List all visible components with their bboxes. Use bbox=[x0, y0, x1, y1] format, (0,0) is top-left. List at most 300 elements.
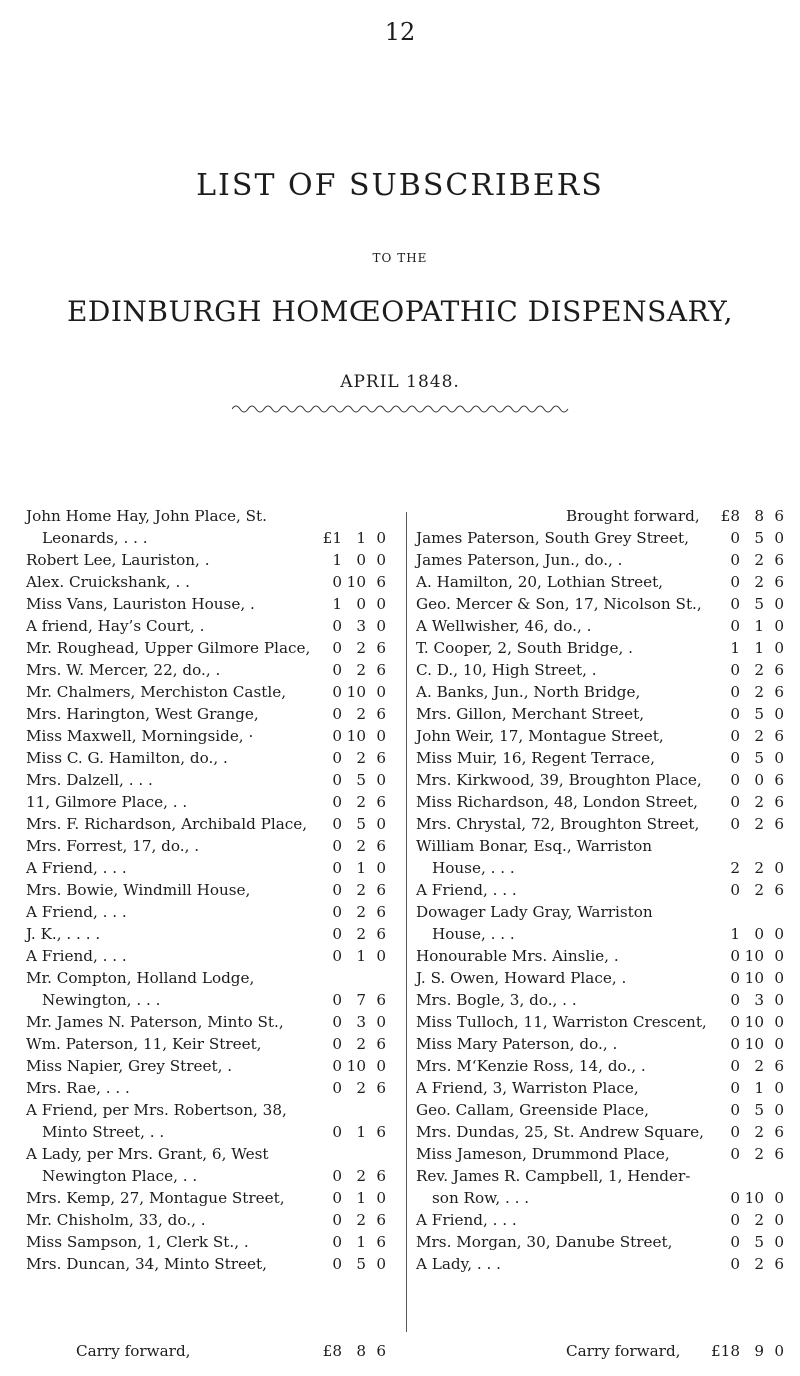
subscription-amount bbox=[700, 1011, 784, 1033]
pounds: 0 bbox=[730, 617, 740, 635]
pounds: 0 bbox=[332, 683, 342, 701]
pounds: 0 bbox=[730, 1057, 740, 1075]
subscription-amount bbox=[700, 637, 784, 659]
shillings: 2 bbox=[754, 815, 764, 833]
pence: 6 bbox=[376, 705, 386, 723]
pounds: 1 bbox=[730, 925, 740, 943]
pence: 0 bbox=[376, 815, 386, 833]
subscriber-row bbox=[26, 1011, 386, 1033]
subscription-amount bbox=[302, 989, 386, 1011]
subscription-amount bbox=[302, 1011, 386, 1033]
subscriber-name: Robert Lee, Lauriston, . bbox=[26, 551, 210, 569]
subscription-amount bbox=[302, 725, 386, 747]
subscriber-row bbox=[26, 747, 386, 769]
carry-forward-label: Carry forward, bbox=[76, 1342, 191, 1360]
subscription-amount bbox=[302, 1231, 386, 1253]
subscriber-row bbox=[26, 681, 386, 703]
page-title: LIST OF SUBSCRIBERS bbox=[196, 168, 604, 203]
pence: 6 bbox=[376, 1167, 386, 1185]
subscriber-name: J. S. Owen, Howard Place, . bbox=[416, 969, 627, 987]
subscription-amount bbox=[700, 1121, 784, 1143]
subscriber-name: Alex. Cruickshank, . . bbox=[26, 573, 191, 591]
subscription-amount bbox=[700, 945, 784, 967]
pence: 6 bbox=[376, 639, 386, 657]
subscriber-name: Mr. Chalmers, Merchiston Castle, bbox=[26, 683, 287, 701]
subscriber-name: Mrs. Morgan, 30, Danube Street, bbox=[416, 1233, 673, 1251]
subscriber-name: Mrs. Dalzell, . . . bbox=[26, 771, 153, 789]
pence: 0 bbox=[376, 771, 386, 789]
subscription-amount bbox=[302, 857, 386, 879]
subscriber-name: Miss Tulloch, 11, Warriston Crescent, bbox=[416, 1013, 707, 1031]
subscriber-row bbox=[416, 923, 784, 945]
shillings: 10 bbox=[346, 727, 366, 745]
subscription-amount bbox=[302, 615, 386, 637]
subscriber-row bbox=[26, 923, 386, 945]
wave-line bbox=[232, 406, 568, 412]
pounds: 0 bbox=[332, 859, 342, 877]
subscriber-name: Mrs. W. Mercer, 22, do., . bbox=[26, 661, 221, 679]
pounds: 0 bbox=[730, 947, 740, 965]
subscription-amount bbox=[302, 791, 386, 813]
pence: 6 bbox=[774, 1145, 784, 1163]
subscription-amount bbox=[700, 527, 784, 549]
pounds: 2 bbox=[730, 859, 740, 877]
shillings: 5 bbox=[754, 705, 764, 723]
subscriber-row bbox=[26, 879, 386, 901]
pence: 0 bbox=[376, 1189, 386, 1207]
subscriber-row bbox=[416, 571, 784, 593]
subscription-amount bbox=[302, 571, 386, 593]
shillings: 5 bbox=[356, 1255, 366, 1273]
subscriber-name: Mrs. Bogle, 3, do., . . bbox=[416, 991, 577, 1009]
pence: 0 bbox=[376, 595, 386, 613]
subscriber-row bbox=[26, 1165, 386, 1187]
subscriber-row bbox=[26, 1121, 386, 1143]
shillings: 1 bbox=[356, 1189, 366, 1207]
shillings: 0 bbox=[356, 551, 366, 569]
pounds: 0 bbox=[332, 661, 342, 679]
subscriber-name: William Bonar, Esq., Warriston bbox=[416, 837, 653, 855]
subscription-amount bbox=[302, 1165, 386, 1187]
subscriber-name: Mrs. Gillon, Merchant Street, bbox=[416, 705, 645, 723]
pounds: £1 bbox=[322, 529, 342, 547]
subscription-amount bbox=[700, 1253, 784, 1275]
subscription-amount bbox=[700, 681, 784, 703]
pence: 6 bbox=[376, 793, 386, 811]
subscriber-row bbox=[26, 637, 386, 659]
pounds: 1 bbox=[332, 595, 342, 613]
subscriber-name: Honourable Mrs. Ainslie, . bbox=[416, 947, 619, 965]
subscriber-name: A Friend, . . . bbox=[416, 881, 517, 899]
pence: 0 bbox=[376, 1013, 386, 1031]
shillings: 0 bbox=[754, 771, 764, 789]
subscriber-name: Miss Richardson, 48, London Street, bbox=[416, 793, 698, 811]
subscriber-name: A Friend, . . . bbox=[26, 859, 127, 877]
subscription-amount bbox=[302, 835, 386, 857]
subscriber-row bbox=[416, 1033, 784, 1055]
pounds: 0 bbox=[332, 991, 342, 1009]
subscriber-row bbox=[416, 1209, 784, 1231]
pounds: 0 bbox=[332, 1123, 342, 1141]
subscriber-name: Miss Jameson, Drummond Place, bbox=[416, 1145, 670, 1163]
pence: 6 bbox=[376, 991, 386, 1009]
subscription-amount bbox=[700, 1209, 784, 1231]
subscriber-row bbox=[416, 945, 784, 967]
subscriber-row bbox=[416, 989, 784, 1011]
pence: 0 bbox=[774, 969, 784, 987]
pence: 6 bbox=[376, 1079, 386, 1097]
subscription-amount bbox=[302, 879, 386, 901]
shillings: 1 bbox=[754, 617, 764, 635]
subscriber-name: Mrs. Kemp, 27, Montague Street, bbox=[26, 1189, 285, 1207]
pence: 6 bbox=[376, 573, 386, 591]
pounds: 0 bbox=[730, 595, 740, 613]
pounds: 0 bbox=[730, 1123, 740, 1141]
subscriber-name: House, . . . bbox=[432, 925, 515, 943]
shillings: 2 bbox=[356, 1035, 366, 1053]
subscription-amount bbox=[700, 593, 784, 615]
subscriber-name: Mr. Compton, Holland Lodge, bbox=[26, 969, 255, 987]
pounds: 0 bbox=[332, 617, 342, 635]
pence: 6 bbox=[774, 815, 784, 833]
carry-forward-label: Carry forward, bbox=[566, 1342, 681, 1360]
shillings: 1 bbox=[356, 529, 366, 547]
decorative-wave-rule bbox=[232, 402, 572, 416]
subscriber-row bbox=[416, 1253, 784, 1275]
pounds: 0 bbox=[332, 705, 342, 723]
shillings: 5 bbox=[754, 1101, 764, 1119]
shillings: 2 bbox=[356, 1167, 366, 1185]
shillings: 5 bbox=[754, 749, 764, 767]
subscription-amount bbox=[700, 879, 784, 901]
page-number: 12 bbox=[384, 18, 416, 46]
subscriber-name: Mr. Chisholm, 33, do., . bbox=[26, 1211, 206, 1229]
subscriber-row bbox=[416, 505, 784, 527]
subscriber-name: Miss Muir, 16, Regent Terrace, bbox=[416, 749, 655, 767]
pounds: 0 bbox=[332, 573, 342, 591]
pence: 0 bbox=[376, 617, 386, 635]
pence: 0 bbox=[774, 1013, 784, 1031]
shillings: 1 bbox=[356, 859, 366, 877]
subscriber-row bbox=[416, 1055, 784, 1077]
pence: 0 bbox=[774, 1211, 784, 1229]
carry-forward-amount bbox=[700, 1340, 784, 1362]
subscriber-name: Mrs. Duncan, 34, Minto Street, bbox=[26, 1255, 267, 1273]
pence: 0 bbox=[774, 1233, 784, 1251]
pence: 6 bbox=[774, 507, 784, 525]
pence: 6 bbox=[376, 1233, 386, 1251]
subscription-amount bbox=[700, 725, 784, 747]
subscriber-name: A Friend, . . . bbox=[26, 947, 127, 965]
subscriber-name: Mrs. Kirkwood, 39, Broughton Place, bbox=[416, 771, 702, 789]
subscriber-row bbox=[26, 967, 386, 989]
pence: 0 bbox=[376, 551, 386, 569]
subscriber-row bbox=[416, 637, 784, 659]
pounds: 0 bbox=[332, 1233, 342, 1251]
subscription-amount bbox=[700, 571, 784, 593]
subscriber-name: Dowager Lady Gray, Warriston bbox=[416, 903, 653, 921]
shillings: 7 bbox=[356, 991, 366, 1009]
shillings: 2 bbox=[356, 925, 366, 943]
pence: 0 bbox=[774, 1189, 784, 1207]
subscription-amount bbox=[302, 527, 386, 549]
shillings: 2 bbox=[754, 1211, 764, 1229]
pounds: 0 bbox=[730, 1145, 740, 1163]
subscriber-row bbox=[26, 857, 386, 879]
pounds: 0 bbox=[730, 1101, 740, 1119]
shillings: 10 bbox=[744, 1035, 764, 1053]
shillings: 2 bbox=[754, 551, 764, 569]
pounds: 0 bbox=[332, 749, 342, 767]
subscriber-name: Mr. Roughead, Upper Gilmore Place, bbox=[26, 639, 311, 657]
shillings: 10 bbox=[744, 1189, 764, 1207]
subscriber-name: House, . . . bbox=[432, 859, 515, 877]
pence: 0 bbox=[774, 529, 784, 547]
pounds: 0 bbox=[332, 1035, 342, 1053]
shillings: 5 bbox=[754, 529, 764, 547]
pence: 6 bbox=[376, 903, 386, 921]
subscription-amount bbox=[700, 747, 784, 769]
subscriber-row bbox=[416, 835, 784, 857]
subscription-amount bbox=[700, 857, 784, 879]
shillings: 2 bbox=[356, 793, 366, 811]
shillings: 1 bbox=[754, 1079, 764, 1097]
pounds: 0 bbox=[730, 793, 740, 811]
shillings: 2 bbox=[754, 793, 764, 811]
pounds: 0 bbox=[332, 1255, 342, 1273]
pounds: £18 bbox=[711, 1342, 740, 1360]
pounds: 0 bbox=[332, 947, 342, 965]
pence: 0 bbox=[774, 1079, 784, 1097]
subscriber-row bbox=[26, 1209, 386, 1231]
subscriber-name: Mrs. Dundas, 25, St. Andrew Square, bbox=[416, 1123, 704, 1141]
pounds: 0 bbox=[730, 1079, 740, 1097]
pounds: 0 bbox=[332, 771, 342, 789]
subscriber-row bbox=[416, 857, 784, 879]
subscription-amount bbox=[302, 1187, 386, 1209]
pounds: 0 bbox=[730, 991, 740, 1009]
pounds: 0 bbox=[332, 1189, 342, 1207]
subscription-amount bbox=[302, 1077, 386, 1099]
pounds: 0 bbox=[730, 529, 740, 547]
subscriber-name: A Wellwisher, 46, do., . bbox=[416, 617, 592, 635]
pence: 6 bbox=[774, 573, 784, 591]
subscriber-name: Geo. Mercer & Son, 17, Nicolson St., bbox=[416, 595, 702, 613]
pounds: 0 bbox=[730, 1013, 740, 1031]
shillings: 1 bbox=[356, 1233, 366, 1251]
shillings: 5 bbox=[356, 815, 366, 833]
shillings: 2 bbox=[356, 749, 366, 767]
subscriber-row bbox=[416, 549, 784, 571]
subscriber-name: A Friend, . . . bbox=[416, 1211, 517, 1229]
subscriber-name: Mrs. Forrest, 17, do., . bbox=[26, 837, 200, 855]
pence: 6 bbox=[774, 881, 784, 899]
pounds: 0 bbox=[332, 837, 342, 855]
pence: 6 bbox=[376, 1211, 386, 1229]
subscription-amount bbox=[302, 703, 386, 725]
subscription-amount bbox=[302, 1253, 386, 1275]
subscriber-row bbox=[26, 901, 386, 923]
pence: 0 bbox=[774, 991, 784, 1009]
subscriber-name: Miss Mary Paterson, do., . bbox=[416, 1035, 618, 1053]
shillings: 2 bbox=[754, 727, 764, 745]
pounds: 0 bbox=[730, 1211, 740, 1229]
subscriber-name: T. Cooper, 2, South Bridge, . bbox=[416, 639, 633, 657]
pounds: 0 bbox=[730, 815, 740, 833]
pence: 6 bbox=[774, 551, 784, 569]
shillings: 10 bbox=[346, 573, 366, 591]
subscriber-row bbox=[26, 1055, 386, 1077]
pounds: 0 bbox=[730, 727, 740, 745]
subscription-amount bbox=[700, 1033, 784, 1055]
shillings: 2 bbox=[754, 1123, 764, 1141]
subscriber-name: A Friend, 3, Warriston Place, bbox=[416, 1079, 639, 1097]
pounds: 0 bbox=[332, 727, 342, 745]
pounds: 0 bbox=[730, 1255, 740, 1273]
subscriber-row bbox=[26, 791, 386, 813]
pounds: 0 bbox=[332, 639, 342, 657]
pounds: 0 bbox=[730, 705, 740, 723]
pounds: 0 bbox=[730, 661, 740, 679]
subscription-amount bbox=[302, 681, 386, 703]
subscriber-name: Geo. Callam, Greenside Place, bbox=[416, 1101, 649, 1119]
shillings: 10 bbox=[744, 969, 764, 987]
pounds: 0 bbox=[730, 771, 740, 789]
subscription-amount bbox=[302, 747, 386, 769]
shillings: 10 bbox=[346, 683, 366, 701]
pence: 6 bbox=[376, 1035, 386, 1053]
subscription-amount bbox=[302, 637, 386, 659]
subscriber-name: Mrs. M‘Kenzie Ross, 14, do., . bbox=[416, 1057, 646, 1075]
subscription-amount bbox=[700, 1231, 784, 1253]
subscriber-row bbox=[26, 1143, 386, 1165]
subscriber-name: John Home Hay, John Place, St. bbox=[26, 507, 267, 525]
subscriber-row bbox=[416, 681, 784, 703]
subscriber-row bbox=[26, 725, 386, 747]
pence: 0 bbox=[376, 683, 386, 701]
pence: 6 bbox=[774, 661, 784, 679]
pounds: 0 bbox=[730, 881, 740, 899]
pounds: 0 bbox=[730, 683, 740, 701]
pence: 6 bbox=[376, 749, 386, 767]
shillings: 10 bbox=[346, 1057, 366, 1075]
pence: 6 bbox=[376, 661, 386, 679]
subscriber-row bbox=[26, 571, 386, 593]
pounds: £8 bbox=[322, 1342, 342, 1360]
subscriber-name: Miss Napier, Grey Street, . bbox=[26, 1057, 233, 1075]
subscriber-row bbox=[26, 945, 386, 967]
pence: 6 bbox=[376, 925, 386, 943]
shillings: 0 bbox=[356, 595, 366, 613]
subscription-amount bbox=[700, 769, 784, 791]
subscriber-row bbox=[416, 747, 784, 769]
pence: 6 bbox=[774, 793, 784, 811]
shillings: 3 bbox=[754, 991, 764, 1009]
subscription-amount bbox=[700, 1099, 784, 1121]
shillings: 2 bbox=[356, 837, 366, 855]
subscriber-row bbox=[26, 1099, 386, 1121]
pence: 6 bbox=[774, 1123, 784, 1141]
subscriber-row bbox=[26, 615, 386, 637]
shillings: 1 bbox=[356, 1123, 366, 1141]
shillings: 9 bbox=[754, 1342, 764, 1360]
subscriber-name: Miss Sampson, 1, Clerk St., . bbox=[26, 1233, 249, 1251]
shillings: 2 bbox=[356, 705, 366, 723]
right-subscriber-column bbox=[416, 505, 784, 1275]
subscriber-row bbox=[26, 1187, 386, 1209]
subscription-amount bbox=[302, 549, 386, 571]
pounds: 0 bbox=[332, 903, 342, 921]
subscription-amount bbox=[700, 791, 784, 813]
shillings: 2 bbox=[754, 859, 764, 877]
shillings: 3 bbox=[356, 1013, 366, 1031]
subscription-amount bbox=[700, 813, 784, 835]
pounds: 0 bbox=[332, 1167, 342, 1185]
carry-forward-amount bbox=[302, 1340, 386, 1362]
subscriber-name: J. K., . . . . bbox=[26, 925, 101, 943]
subscription-amount bbox=[700, 967, 784, 989]
pounds: 0 bbox=[730, 969, 740, 987]
subscriber-row bbox=[26, 527, 386, 549]
subscriber-name: Newington, . . . bbox=[42, 991, 161, 1009]
subscriber-row bbox=[416, 1011, 784, 1033]
subscriber-row bbox=[26, 1077, 386, 1099]
shillings: 5 bbox=[356, 771, 366, 789]
shillings: 8 bbox=[356, 1342, 366, 1360]
subscription-amount bbox=[700, 703, 784, 725]
pence: 0 bbox=[774, 1101, 784, 1119]
subscriber-row bbox=[416, 901, 784, 923]
pence: 0 bbox=[376, 1255, 386, 1273]
shillings: 5 bbox=[754, 595, 764, 613]
pounds: 0 bbox=[730, 749, 740, 767]
pounds: 0 bbox=[332, 1057, 342, 1075]
subscriber-row bbox=[26, 835, 386, 857]
subscriber-name: A friend, Hay’s Court, . bbox=[26, 617, 205, 635]
subscriber-name: Mrs. Harington, West Grange, bbox=[26, 705, 259, 723]
pence: 0 bbox=[376, 859, 386, 877]
subscriber-row bbox=[416, 659, 784, 681]
pounds: 0 bbox=[332, 793, 342, 811]
subscriber-row bbox=[416, 1165, 784, 1187]
subscriber-name: A. Hamilton, 20, Lothian Street, bbox=[416, 573, 664, 591]
shillings: 2 bbox=[356, 903, 366, 921]
shillings: 2 bbox=[356, 881, 366, 899]
shillings: 2 bbox=[356, 1211, 366, 1229]
subscription-amount bbox=[700, 615, 784, 637]
subscription-amount bbox=[302, 659, 386, 681]
pence: 0 bbox=[774, 749, 784, 767]
subscriber-name: A Friend, per Mrs. Robertson, 38, bbox=[26, 1101, 287, 1119]
subscriber-row bbox=[416, 967, 784, 989]
shillings: 2 bbox=[754, 1057, 764, 1075]
shillings: 2 bbox=[356, 661, 366, 679]
shillings: 8 bbox=[754, 507, 764, 525]
shillings: 3 bbox=[356, 617, 366, 635]
subscriber-name: Rev. James R. Campbell, 1, Hender- bbox=[416, 1167, 691, 1185]
subscriber-row bbox=[416, 1121, 784, 1143]
pence: 6 bbox=[376, 1342, 386, 1360]
pence: 6 bbox=[774, 771, 784, 789]
shillings: 0 bbox=[754, 925, 764, 943]
date-heading: APRIL 1848. bbox=[340, 372, 460, 392]
subscription-amount bbox=[302, 769, 386, 791]
pence: 0 bbox=[376, 529, 386, 547]
pounds: 0 bbox=[730, 1035, 740, 1053]
pence: 0 bbox=[774, 595, 784, 613]
pence: 0 bbox=[774, 859, 784, 877]
pounds: 1 bbox=[730, 639, 740, 657]
